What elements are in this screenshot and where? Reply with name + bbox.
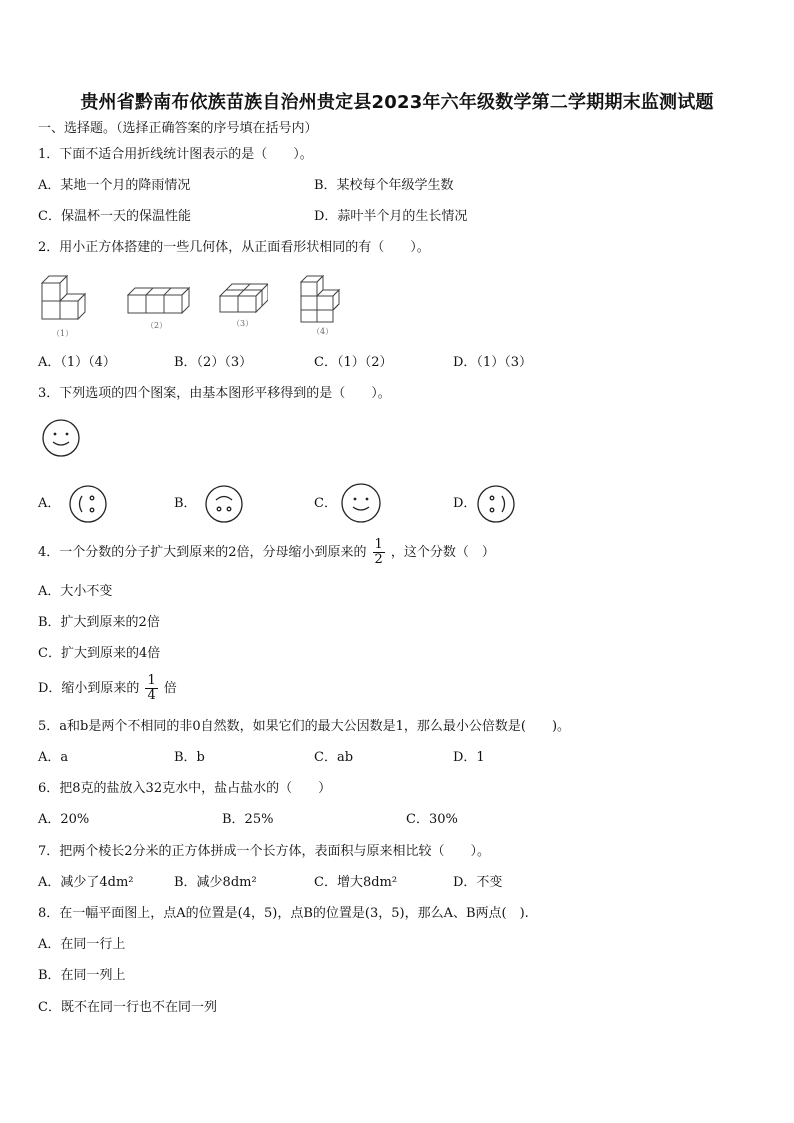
q3-option-b[interactable]: B． [174,496,197,511]
q5-option-b[interactable]: B．b [174,750,205,765]
q3-option-b-figure[interactable] [204,484,244,524]
q1-stem: 1．下面不适合用折线统计图表示的是（ ）。 [38,147,313,162]
q8-option-a[interactable]: A．在同一行上 [38,937,126,952]
q2-figure-3 [218,280,268,316]
q4-option-b[interactable]: B．扩大到原来的2倍 [38,615,160,630]
q1-option-c[interactable]: C．保温杯一天的保温性能 [38,209,191,224]
q6-option-b[interactable]: B．25% [222,812,274,827]
q3-option-a[interactable]: A． [38,496,61,511]
q2-option-c[interactable]: C．（1）（2） [314,355,393,370]
q8-stem: 8．在一幅平面图上，点A的位置是(4，5)，点B的位置是(3，5)，那么A、B两点( ). [38,906,529,921]
q3-option-a-figure[interactable] [68,484,108,524]
q7-option-a[interactable]: A．减少了4dm² [38,875,134,890]
q4-option-d-fraction-numerator: 1 [147,673,156,688]
q4-stem-text-1: 4．一个分数的分子扩大到原来的2倍，分母缩小到原来的 [38,545,367,560]
q2-figure-1 [38,272,100,322]
q2-option-a[interactable]: A．（1）（4） [38,355,116,370]
q2-caption-4: （4） [312,327,334,336]
q3-option-c[interactable]: C． [314,496,337,511]
q7-stem: 7．把两个棱长2分米的正方体拼成一个长方体，表面积与原来相比较（ ）。 [38,844,491,859]
q5-option-c[interactable]: C．ab [314,750,354,765]
q2-figure-2 [126,283,190,317]
q5-option-a[interactable]: A．a [38,750,69,765]
q5-option-d[interactable]: D．1 [453,750,485,765]
page-title: 贵州省黔南布依族苗族自治州贵定县2023年六年级数学第二学期期末监测试题 [80,92,714,113]
q2-caption-2: （2） [146,321,168,330]
q3-base-smiley-figure [41,418,81,458]
q2-option-b[interactable]: B．（2）（3） [174,355,253,370]
q4-stem-text-2: ，这个分数（ ） [390,545,495,560]
q4-stem-fraction-numerator: 1 [374,537,383,552]
q1-option-a[interactable]: A．某地一个月的降雨情况 [38,178,191,193]
q2-option-d[interactable]: D．（1）（3） [453,355,532,370]
q2-stem: 2．用小正方体搭建的一些几何体，从正面看形状相同的有（ ）。 [38,240,430,255]
q4-stem [38,538,495,567]
q4-option-a[interactable]: A．大小不变 [38,584,113,599]
q1-option-d[interactable]: D．蒜叶半个月的生长情况 [314,209,468,224]
q3-option-c-figure[interactable] [340,482,382,524]
q6-option-c[interactable]: C．30% [406,812,458,827]
q6-stem: 6．把8克的盐放入32克水中，盐占盐水的（ ） [38,781,332,796]
q4-option-d-fraction-denominator: 4 [147,688,156,703]
q4-stem-fraction [373,538,385,567]
q4-option-c[interactable]: C．扩大到原来的4倍 [38,646,161,661]
q8-option-b[interactable]: B．在同一列上 [38,968,126,983]
q6-option-a[interactable]: A．20% [38,812,90,827]
q7-option-d[interactable]: D．不变 [453,875,503,890]
section-heading: 一、选择题。（选择正确答案的序号填在括号内） [38,121,318,136]
q3-option-d[interactable]: D． [453,496,477,511]
q1-option-b[interactable]: B．某校每个年级学生数 [314,178,454,193]
q7-option-b[interactable]: B．减少8dm² [174,875,257,890]
q2-figure-4 [298,272,350,324]
q4-option-d[interactable] [38,674,177,703]
q8-option-c[interactable]: C．既不在同一行也不在同一列 [38,1000,217,1015]
q4-stem-fraction-denominator: 2 [374,552,383,567]
q5-stem: 5．a和b是两个不相同的非0自然数，如果它们的最大公因数是1，那么最小公倍数是( )。 [38,719,571,734]
q4-option-d-fraction [145,674,157,703]
q2-caption-1: （1） [52,329,74,338]
q7-option-c[interactable]: C．增大8dm² [314,875,398,890]
q4-option-d-text-2: 倍 [163,681,177,696]
q2-caption-3: （3） [232,319,254,328]
q3-stem: 3．下列选项的四个图案，由基本图形平移得到的是（ ）。 [38,386,391,401]
q3-option-d-figure[interactable] [476,484,516,524]
q4-option-d-text-1: D．缩小到原来的 [38,681,140,696]
